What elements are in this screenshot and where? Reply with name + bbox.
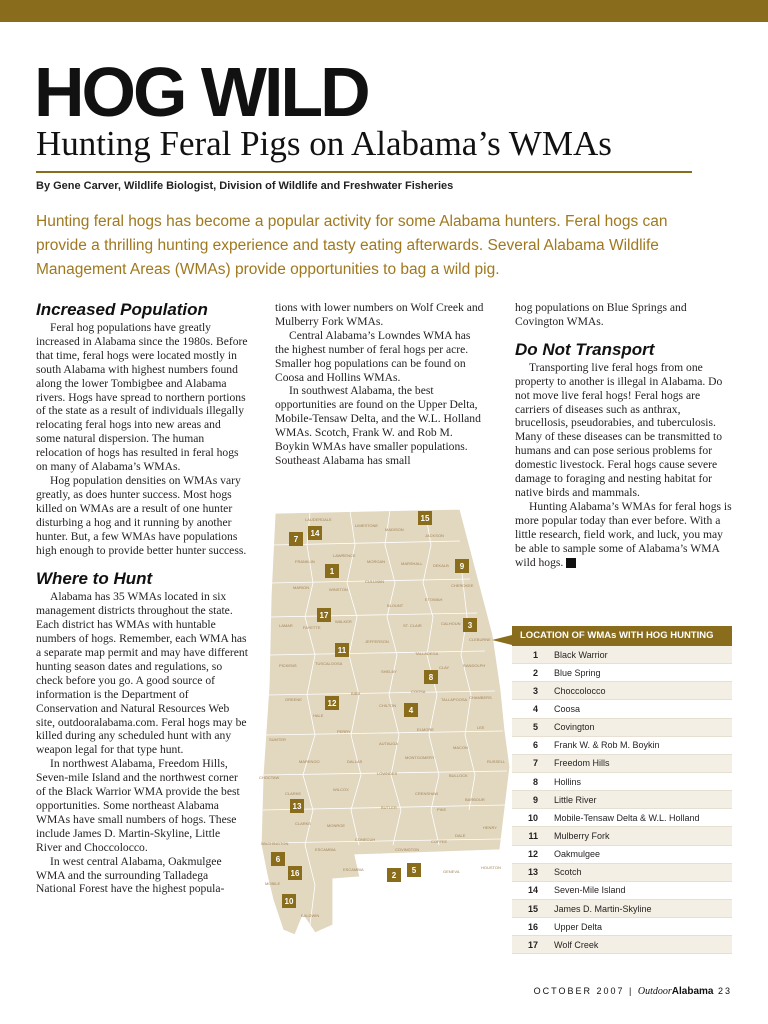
intro-paragraph: Hunting feral hogs has become a popular activity for some Alabama hunters. Feral hogs can provide a thrilling hunting experience and tasty eating afterwards. Several Alabama Wildlife Management Areas (WMAs) provide opportunities to bag a wild pig. bbox=[36, 213, 668, 278]
legend-row bbox=[512, 809, 732, 827]
svg-text:PERRY: PERRY bbox=[337, 729, 351, 734]
legend-wma-name: Little River bbox=[554, 794, 597, 805]
legend-number: 7 bbox=[532, 758, 538, 769]
wma-marker bbox=[325, 696, 339, 710]
column-2 bbox=[275, 301, 487, 468]
legend-row bbox=[512, 682, 732, 700]
wma-marker bbox=[290, 799, 304, 813]
svg-text:WASHINGTON: WASHINGTON bbox=[261, 841, 289, 846]
wma-marker-number: 2 bbox=[391, 871, 397, 880]
svg-text:MONROE: MONROE bbox=[327, 823, 345, 828]
svg-text:ELMORE: ELMORE bbox=[417, 727, 434, 732]
wma-marker-number: 4 bbox=[408, 706, 414, 715]
end-mark-icon: AL bbox=[566, 558, 576, 568]
svg-text:CALHOUN: CALHOUN bbox=[441, 621, 461, 626]
wma-marker-number: 11 bbox=[337, 646, 347, 655]
wma-marker-number: 14 bbox=[310, 529, 320, 538]
legend-number: 9 bbox=[532, 794, 538, 805]
legend-row bbox=[512, 719, 732, 737]
legend-wma-name: Wolf Creek bbox=[554, 939, 599, 950]
wma-marker-number: 17 bbox=[319, 611, 329, 620]
legend-number: 8 bbox=[532, 776, 538, 787]
svg-text:ST. CLAIR: ST. CLAIR bbox=[403, 623, 422, 628]
svg-text:MOBILE: MOBILE bbox=[265, 881, 281, 886]
legend-wma-name: Black Warrior bbox=[554, 649, 608, 660]
paragraph: Hunting Alabama’s WMAs for feral hogs is more popular today than ever before. With a little research, field work, and luck, you may be able to sample some of Alabama’s WMA wild hogs. AL bbox=[515, 499, 732, 569]
svg-text:LIMESTONE: LIMESTONE bbox=[355, 523, 379, 528]
svg-text:DALE: DALE bbox=[455, 833, 466, 838]
section-heading-increased-population: Increased Population bbox=[36, 300, 208, 319]
legend-pointer bbox=[492, 635, 512, 645]
svg-text:LAWRENCE: LAWRENCE bbox=[333, 553, 356, 558]
issue-date: OCTOBER 2007 bbox=[533, 986, 625, 996]
svg-text:MONTGOMERY: MONTGOMERY bbox=[405, 755, 435, 760]
svg-text:ESCAMBIA: ESCAMBIA bbox=[343, 867, 364, 872]
legend-wma-name: Mulberry Fork bbox=[554, 830, 610, 841]
svg-text:BLOUNT: BLOUNT bbox=[387, 603, 404, 608]
magazine-brand: OutdoorAlabama bbox=[637, 986, 714, 997]
legend-row bbox=[512, 664, 732, 682]
alabama-wma-map bbox=[255, 505, 525, 945]
svg-text:CLAY: CLAY bbox=[439, 665, 450, 670]
legend-wma-name: James D. Martin-Skyline bbox=[554, 903, 652, 914]
wma-marker-number: 8 bbox=[428, 673, 434, 682]
legend-row bbox=[512, 737, 732, 755]
svg-text:CLARKE: CLARKE bbox=[285, 791, 302, 796]
wma-marker bbox=[418, 511, 432, 525]
paragraph: In west central Alabama, Oakmulgee WMA and the surrounding Talladega National Forest have the highest popula- bbox=[36, 854, 225, 896]
svg-text:GREENE: GREENE bbox=[285, 697, 302, 702]
svg-text:COFFEE: COFFEE bbox=[431, 839, 448, 844]
wma-marker-number: 7 bbox=[293, 535, 299, 544]
svg-text:FRANKLIN: FRANKLIN bbox=[295, 559, 315, 564]
byline: By Gene Carver, Wildlife Biologist, Division of Wildlife and Freshwater Fisheries bbox=[36, 180, 454, 192]
legend-number: 12 bbox=[527, 849, 538, 860]
wma-marker-number: 16 bbox=[290, 869, 300, 878]
legend-rows bbox=[512, 646, 732, 954]
svg-text:JACKSON: JACKSON bbox=[425, 533, 444, 538]
legend-row bbox=[512, 900, 732, 918]
paragraph: tions with lower numbers on Wolf Creek and Mulberry Fork WMAs. bbox=[275, 301, 484, 328]
svg-text:MARSHALL: MARSHALL bbox=[401, 561, 423, 566]
wma-marker bbox=[282, 894, 296, 908]
svg-text:SHELBY: SHELBY bbox=[381, 669, 397, 674]
paragraph: In northwest Alabama, Freedom Hills, Seven-mile Island and the northwest corner of the Black Warrior WMA provide the best opportunities. Some northeast Alabama WMAs have small numbers of hogs. These include James D. Martin-Skyline, Little River and Choccolocco. bbox=[36, 757, 240, 854]
legend-wma-name: Freedom Hills bbox=[554, 758, 610, 769]
svg-text:HOUSTON: HOUSTON bbox=[481, 865, 501, 870]
legend-number: 6 bbox=[532, 740, 538, 751]
svg-text:DEKALB: DEKALB bbox=[433, 563, 449, 568]
article-subtitle: Hunting Feral Pigs on Alabama’s WMAs bbox=[36, 124, 612, 163]
svg-text:LOWNDES: LOWNDES bbox=[377, 771, 398, 776]
wma-marker bbox=[289, 532, 303, 546]
svg-text:MARION: MARION bbox=[293, 585, 309, 590]
legend-number: 14 bbox=[527, 885, 538, 896]
wma-legend bbox=[512, 626, 732, 954]
paragraph: In southwest Alabama, the best opportunities are found on the Upper Delta, Mobile-Tensaw Delta, and the W.L. Holland WMAs. Scotch, Frank W. and Rob M. Boykin WMAs have smaller populations. Southeast Alabama has small bbox=[275, 384, 481, 467]
svg-text:MADISON: MADISON bbox=[385, 527, 404, 532]
wma-marker-number: 15 bbox=[420, 514, 430, 523]
page-number: 23 bbox=[717, 986, 732, 996]
legend-wma-name: Mobile-Tensaw Delta & W.L. Holland bbox=[554, 812, 700, 823]
legend-number: 3 bbox=[532, 685, 538, 696]
wma-marker bbox=[463, 618, 477, 632]
wma-marker bbox=[424, 670, 438, 684]
legend-row bbox=[512, 646, 732, 664]
svg-text:CRENSHAW: CRENSHAW bbox=[415, 791, 439, 796]
svg-text:MACON: MACON bbox=[453, 745, 468, 750]
legend-number: 17 bbox=[527, 939, 538, 950]
wma-marker bbox=[335, 643, 349, 657]
column-1 bbox=[36, 300, 248, 896]
wma-marker bbox=[308, 526, 322, 540]
wma-marker-number: 5 bbox=[411, 866, 417, 875]
paragraph: Transporting live feral hogs from one property to another is illegal in Alabama. Do not move live feral hogs! Feral hogs are carriers of diseases such as anthrax, brucellosis, pseudorabies, and tuberculosis. Many of these diseases can be transmitted to humans and can pose serious problems for domestic livestock. Feral hogs cause severe damage to foraging and nesting habitat for native birds and mammals. bbox=[515, 360, 723, 499]
svg-text:LAUDERDALE: LAUDERDALE bbox=[305, 517, 332, 522]
svg-text:SUMTER: SUMTER bbox=[269, 737, 286, 742]
legend-number: 16 bbox=[527, 921, 538, 932]
title-rule bbox=[36, 171, 692, 173]
legend-row bbox=[512, 918, 732, 936]
wma-marker-number: 12 bbox=[327, 699, 337, 708]
legend-number: 5 bbox=[532, 722, 538, 733]
paragraph: Feral hog populations have greatly increased in Alabama since the 1980s. Before that time, feral hogs were located mostly in south Alabama with highest numbers found along the lower Tombigbee and Alabama rivers. Hogs have spread to northern portions of the state as a result of individuals illegally relocating feral hogs into new areas and some natural dispersion. The human relocation of hogs has resulted in feral hogs on many of Alabama’s WMAs. bbox=[36, 321, 248, 474]
wma-marker bbox=[288, 866, 302, 880]
legend-number: 4 bbox=[532, 703, 538, 714]
svg-text:WALKER: WALKER bbox=[335, 619, 352, 624]
legend-wma-name: Choccolocco bbox=[554, 685, 606, 696]
wma-marker bbox=[317, 608, 331, 622]
svg-text:CLEBURNE: CLEBURNE bbox=[469, 637, 491, 642]
svg-text:TALLAPOOSA: TALLAPOOSA bbox=[441, 697, 468, 702]
svg-text:CHAMBERS: CHAMBERS bbox=[469, 695, 492, 700]
legend-row bbox=[512, 864, 732, 882]
legend-number: 11 bbox=[528, 830, 538, 841]
svg-text:AUTAUGA: AUTAUGA bbox=[379, 741, 399, 746]
wma-marker-number: 13 bbox=[292, 802, 302, 811]
legend-wma-name: Scotch bbox=[554, 867, 582, 878]
wma-marker bbox=[404, 703, 418, 717]
legend-row bbox=[512, 755, 732, 773]
svg-text:BIBB: BIBB bbox=[351, 691, 361, 696]
legend-number: 15 bbox=[527, 903, 538, 914]
svg-text:PICKENS: PICKENS bbox=[279, 663, 297, 668]
svg-text:JEFFERSON: JEFFERSON bbox=[365, 639, 389, 644]
svg-text:CONECUH: CONECUH bbox=[355, 837, 376, 842]
legend-wma-name: Coosa bbox=[554, 703, 581, 714]
svg-text:DALLAS: DALLAS bbox=[347, 759, 363, 764]
svg-text:RANDOLPH: RANDOLPH bbox=[463, 663, 486, 668]
wma-marker-number: 3 bbox=[467, 621, 473, 630]
wma-marker bbox=[325, 564, 339, 578]
svg-text:WINSTON: WINSTON bbox=[329, 587, 348, 592]
svg-text:BARBOUR: BARBOUR bbox=[465, 797, 485, 802]
wma-marker-number: 6 bbox=[275, 855, 281, 864]
legend-wma-name: Oakmulgee bbox=[554, 849, 601, 860]
footer-separator: | bbox=[629, 986, 634, 996]
svg-text:MARENGO: MARENGO bbox=[299, 759, 320, 764]
paragraph: Central Alabama’s Lowndes WMA has the highest number of feral hogs per acre. Smaller hog populations can be found on Coosa and Hollins WMAs. bbox=[275, 328, 471, 384]
section-heading-where-to-hunt: Where to Hunt bbox=[36, 569, 153, 589]
wma-marker-number: 10 bbox=[284, 897, 294, 906]
svg-text:TUSCALOOSA: TUSCALOOSA bbox=[315, 661, 343, 666]
section-heading-do-not-transport: Do Not Transport bbox=[515, 339, 655, 359]
legend-row bbox=[512, 882, 732, 900]
legend-wma-name: Covington bbox=[554, 722, 595, 733]
wma-marker-number: 1 bbox=[329, 567, 335, 576]
legend-title: LOCATION OF WMAs WITH HOG HUNTING bbox=[512, 626, 732, 646]
svg-text:BALDWIN: BALDWIN bbox=[301, 913, 320, 918]
svg-text:LAMAR: LAMAR bbox=[279, 623, 293, 628]
svg-text:CULLMAN: CULLMAN bbox=[365, 579, 385, 584]
svg-text:RUSSELL: RUSSELL bbox=[487, 759, 506, 764]
svg-text:FAYETTE: FAYETTE bbox=[303, 625, 321, 630]
legend-wma-name: Blue Spring bbox=[554, 667, 601, 678]
legend-number: 10 bbox=[527, 812, 538, 823]
legend-row bbox=[512, 773, 732, 791]
svg-text:CHILTON: CHILTON bbox=[379, 703, 397, 708]
legend-wma-name: Upper Delta bbox=[554, 921, 603, 932]
svg-text:ETOWAH: ETOWAH bbox=[425, 597, 443, 602]
legend-row bbox=[512, 846, 732, 864]
wma-marker bbox=[387, 868, 401, 882]
legend-number: 1 bbox=[532, 649, 538, 660]
legend-wma-name: Seven-Mile Island bbox=[554, 885, 626, 896]
wma-marker-number: 9 bbox=[459, 562, 465, 571]
column-3 bbox=[515, 301, 733, 569]
legend-number: 2 bbox=[532, 667, 538, 678]
wma-marker bbox=[455, 559, 469, 573]
svg-text:WILCOX: WILCOX bbox=[333, 787, 349, 792]
article-title: HOG WILD bbox=[34, 53, 368, 131]
paragraph: Hog population densities on WMAs vary greatly, as does hunter success. Most hogs killed on WMAs are a result of one hunter disturbing a hog and it running by another hunter. But, a few WMAs have populations high enough to provide better hunter success. bbox=[36, 473, 247, 557]
wma-marker bbox=[407, 863, 421, 877]
svg-text:PIKE: PIKE bbox=[437, 807, 447, 812]
svg-text:BULLOCK: BULLOCK bbox=[449, 773, 468, 778]
legend-row bbox=[512, 791, 732, 809]
svg-text:ESCAMBIA: ESCAMBIA bbox=[315, 847, 336, 852]
svg-text:CHOCTAW: CHOCTAW bbox=[259, 775, 280, 780]
svg-text:CLARKE: CLARKE bbox=[295, 821, 312, 826]
svg-text:BUTLER: BUTLER bbox=[381, 805, 397, 810]
svg-text:COVINGTON: COVINGTON bbox=[395, 847, 420, 852]
svg-text:CHEROKEE: CHEROKEE bbox=[451, 583, 474, 588]
wma-marker bbox=[271, 852, 285, 866]
legend-row bbox=[512, 936, 732, 954]
page-footer bbox=[534, 986, 732, 997]
legend-wma-name: Hollins bbox=[554, 776, 582, 787]
paragraph: hog populations on Blue Springs and Covington WMAs. bbox=[515, 301, 687, 328]
top-color-bar bbox=[0, 0, 768, 22]
legend-number: 13 bbox=[527, 867, 538, 878]
svg-text:HALE: HALE bbox=[313, 713, 324, 718]
svg-text:TALLADEGA: TALLADEGA bbox=[415, 651, 439, 656]
paragraph: Alabama has 35 WMAs located in six management districts throughout the state. Each district has WMAs with huntable numbers of hogs. Remember, each WMA has a separate map permit and may have different hunting season dates and regulations, so check before you go. A good source of information is the Department of Conservation and Natural Resources Web site, outdooralabama.com. Feral hogs may be killed during any scheduled hunt with any weapon legal for that type hunt. bbox=[36, 590, 248, 757]
svg-text:HENRY: HENRY bbox=[483, 825, 497, 830]
svg-text:GENEVA: GENEVA bbox=[443, 869, 460, 874]
legend-wma-name: Frank W. & Rob M. Boykin bbox=[554, 740, 660, 751]
legend-row bbox=[512, 827, 732, 845]
svg-text:COOSA: COOSA bbox=[411, 689, 426, 694]
svg-text:MORGAN: MORGAN bbox=[367, 559, 385, 564]
legend-row bbox=[512, 700, 732, 718]
svg-text:LEE: LEE bbox=[477, 725, 485, 730]
